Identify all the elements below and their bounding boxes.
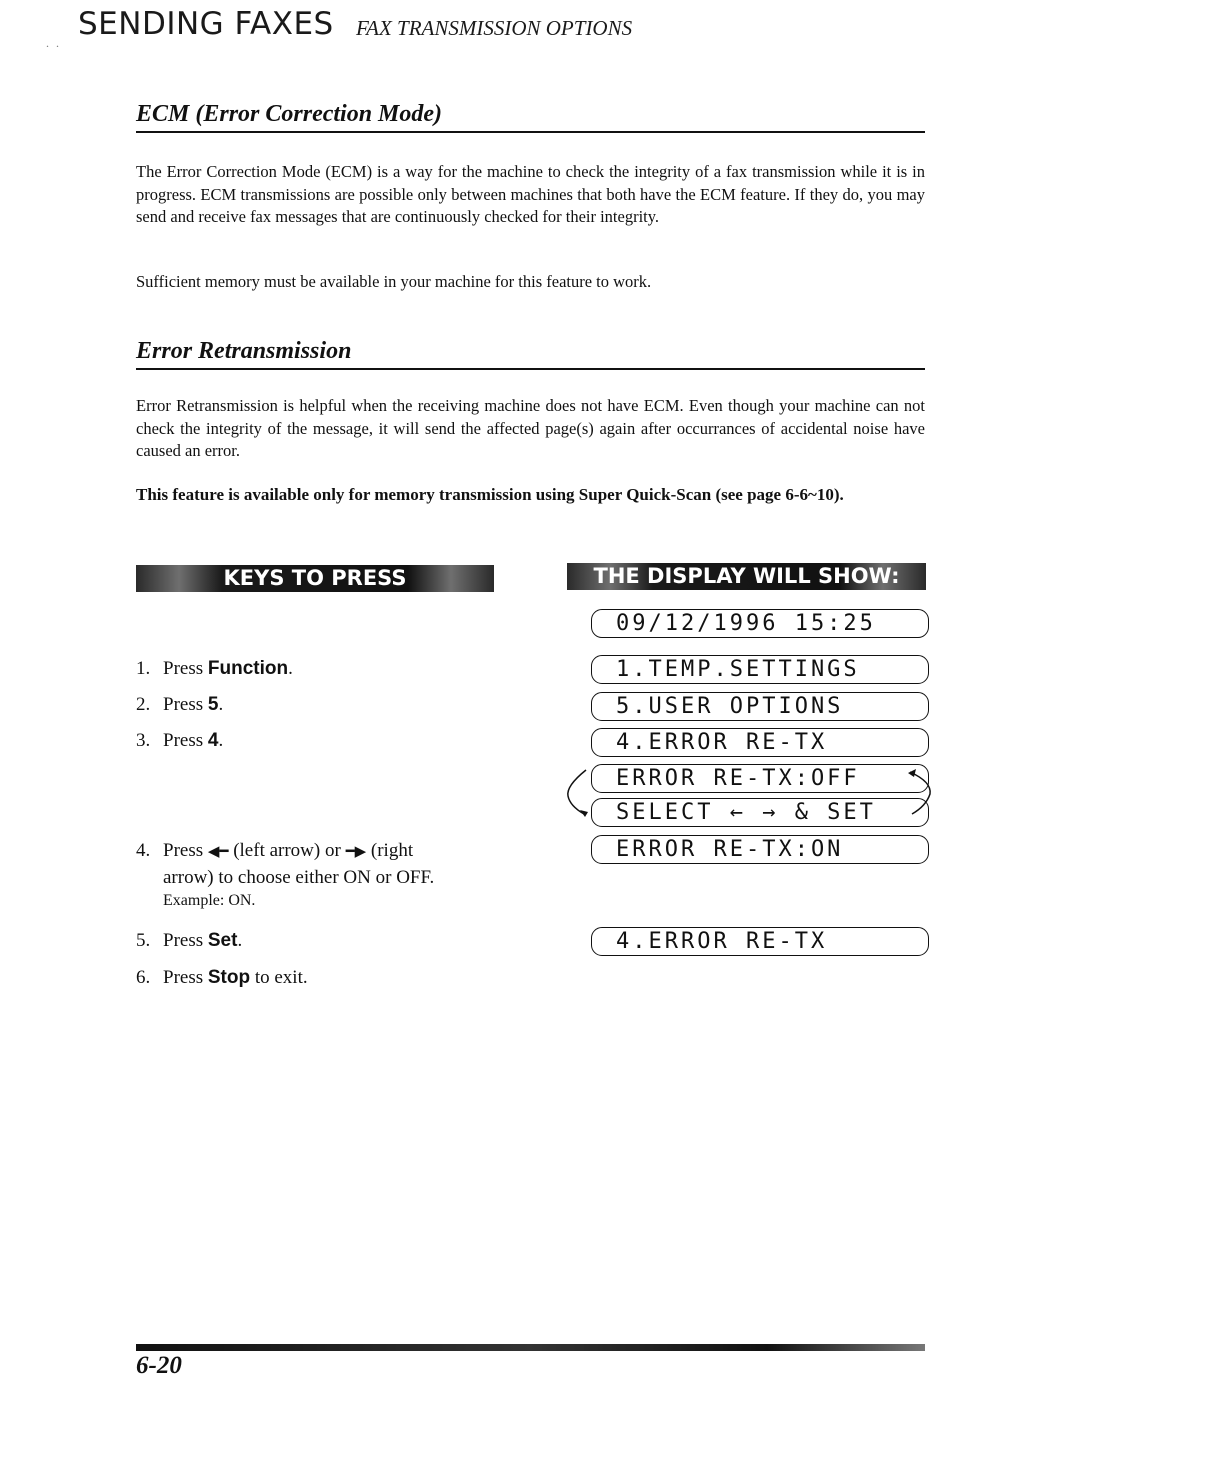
display-cycle-arrows-icon (560, 760, 940, 840)
right-arrow-icon: ━▶ (345, 844, 367, 860)
step-4 (136, 838, 516, 912)
lcd-display-error-retx-on: ERROR RE-TX:ON (591, 835, 929, 864)
ecm-paragraph: The Error Correction Mode (ECM) is a way for the machine to check the integrity of a fax transmission while it is in progress. ECM transmissions are possible only between machines that both have the ECM feature. If they do, you may send and receive fax messages that are continuously checked for their integrity. (136, 162, 925, 226)
header-section-title: SENDING FAXES (78, 6, 334, 42)
lcd-display-error-retx: 4.ERROR RE-TX (591, 728, 929, 757)
lcd-display-user-options: 5.USER OPTIONS (591, 692, 929, 721)
footer-rule (136, 1344, 925, 1351)
step-example: Example: ON. (163, 892, 256, 909)
step-number: 3. (136, 730, 151, 751)
step-number: 2. (136, 694, 151, 715)
lcd-display-date: 09/12/1996 15:25 (591, 609, 929, 638)
step-2 (136, 692, 223, 717)
step-number: 5. (136, 930, 151, 951)
ecm-heading: ECM (Error Correction Mode) (136, 101, 925, 133)
set-key-label: Set (207, 930, 238, 951)
lcd-display-error-retx-final: 4.ERROR RE-TX (591, 927, 929, 956)
step-text: to exit. (250, 967, 308, 988)
error-retransmission-heading: Error Retransmission (136, 338, 925, 370)
page-number: 6-20 (136, 1352, 182, 1379)
step-5 (136, 928, 242, 953)
step-text: Press (163, 694, 208, 715)
error-retransmission-paragraph: Error Retransmission is helpful when the receiving machine does not have ECM. Even though your machine can not check the integrity of the message, it will send the affected page(s) again after occurrances of accidental noise have caused an error. (136, 396, 925, 460)
step-text: Press (163, 840, 208, 861)
step-text: (left arrow) or (228, 840, 346, 861)
function-key-label: Function (207, 658, 289, 679)
step-text: (right (366, 840, 414, 861)
left-arrow-icon: ◀━ (207, 844, 229, 860)
step-text: Press (163, 730, 208, 751)
lcd-display-select-set: SELECT ← → & SET (591, 798, 929, 827)
memory-transmission-note: This feature is available only for memory transmission using Super Quick-Scan (see page 6-6~10). (136, 485, 844, 504)
ecm-memory-note: Sufficient memory must be available in your machine for this feature to work. (136, 272, 652, 291)
step-number: 4. (136, 840, 151, 861)
step-number: 6. (136, 967, 151, 988)
stop-key-label: Stop (207, 967, 251, 988)
keys-to-press-banner: KEYS TO PRESS (136, 565, 494, 592)
step-number: 1. (136, 658, 151, 679)
header-dots: . . (46, 36, 61, 50)
step-continuation: arrow) to choose either ON or OFF. (163, 867, 435, 888)
step-text: . (218, 730, 224, 751)
display-will-show-banner: THE DISPLAY WILL SHOW: (567, 563, 926, 590)
step-1 (136, 656, 293, 681)
step-text: Press (163, 658, 208, 679)
step-text: . (237, 930, 243, 951)
key-5-label: 5 (207, 694, 219, 715)
lcd-display-error-retx-off: ERROR RE-TX:OFF (591, 764, 929, 793)
step-text: Press (163, 967, 208, 988)
header-subsection-title: FAX TRANSMISSION OPTIONS (356, 16, 633, 40)
key-4-label: 4 (207, 730, 219, 751)
step-3 (136, 728, 223, 753)
step-text: Press (163, 930, 208, 951)
step-text: . (218, 694, 224, 715)
lcd-display-temp-settings: 1.TEMP.SETTINGS (591, 655, 929, 684)
step-6 (136, 965, 308, 990)
step-text: . (288, 658, 293, 679)
